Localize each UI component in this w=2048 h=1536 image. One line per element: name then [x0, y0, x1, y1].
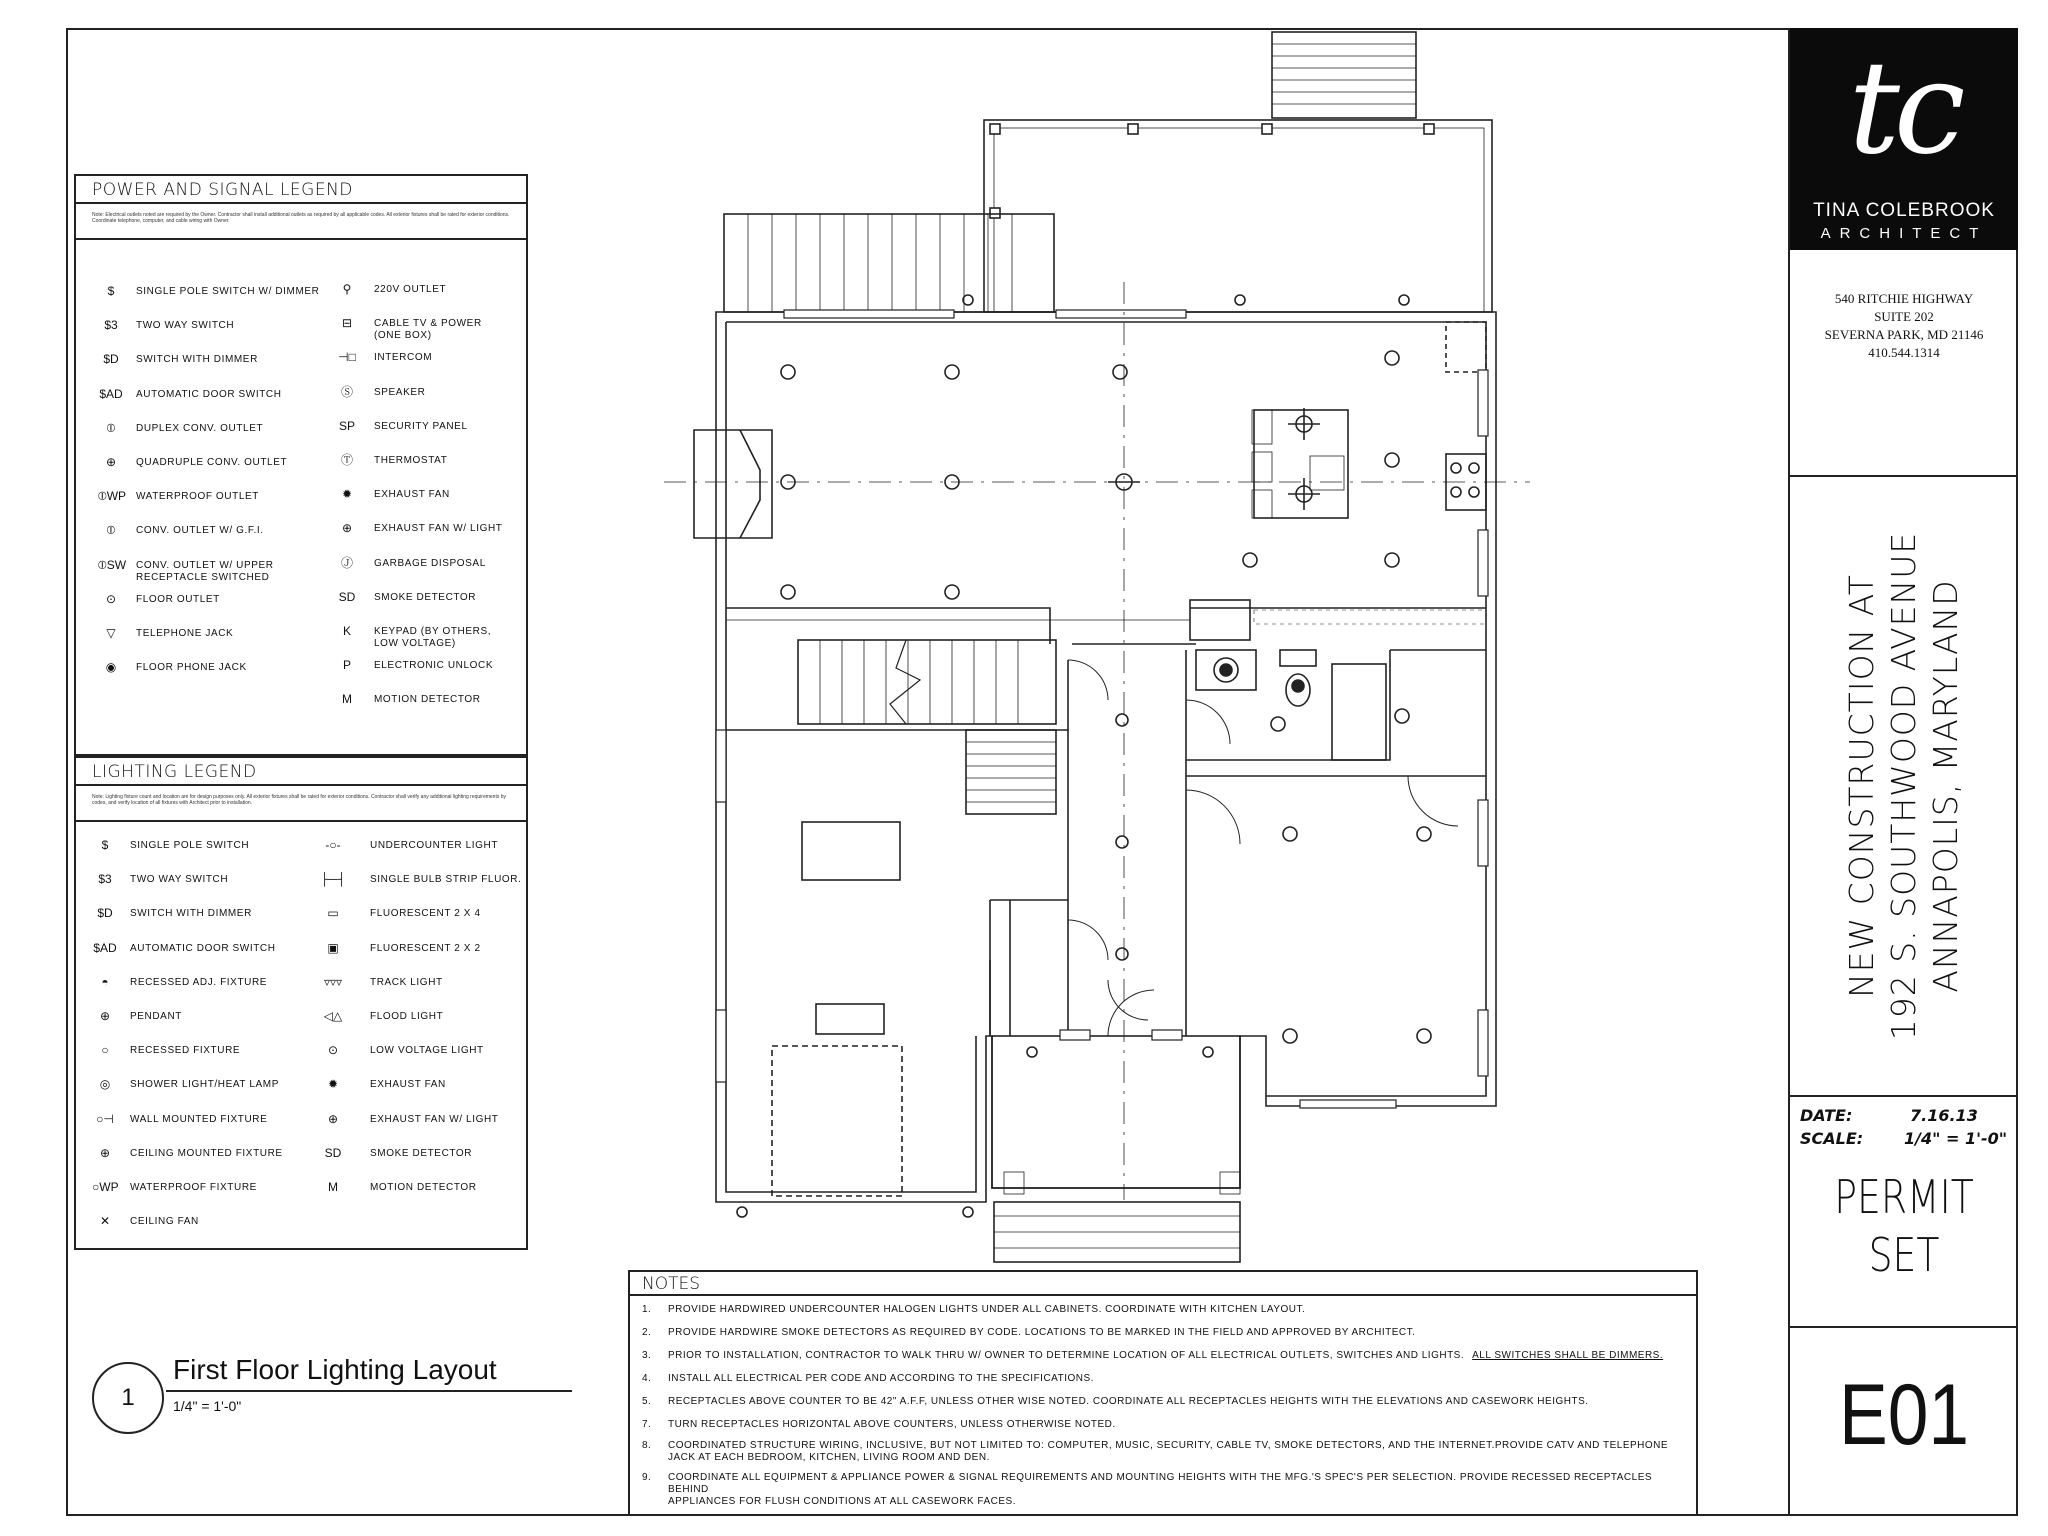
- legend-label: EXHAUST FAN W/ LIGHT: [374, 523, 503, 535]
- logo-mark: tc: [1848, 34, 1960, 183]
- legend-symbol: M: [342, 692, 352, 707]
- legend-label: TRACK LIGHT: [370, 976, 443, 988]
- garage-door: [772, 1046, 902, 1196]
- legend-label: PENDANT: [130, 1011, 182, 1022]
- sheet-number: E01: [1838, 1367, 1970, 1463]
- note-number: 5.: [642, 1396, 652, 1407]
- legend-symbol: Ⓙ: [340, 555, 353, 570]
- legend-label: SWITCH WITH DIMMER: [136, 354, 258, 366]
- legend-symbol: ▽: [106, 626, 116, 640]
- legend-label: FLUORESCENT 2 X 2: [370, 942, 481, 954]
- note-text: COORDINATED STRUCTURE WIRING, INCLUSIVE, BUT NOT LIMITED TO: COMPUTER, MUSIC, SECURITY, CABLE TV, SMOKE DETECTORS, AND THE INTERNET.PROVIDE CATV AND TELEPHONE JACK AT EACH BEDROOM, KITCHEN, LIVING ROOM AND DEN.: [668, 1440, 1669, 1463]
- note-text: PROVIDE HARDWIRE SMOKE DETECTORS AS REQUIRED BY CODE. LOCATIONS TO BE MARKED IN THE FIELD AND APPROVED BY ARCHITECT.: [668, 1327, 1416, 1338]
- legend-title: LIGHTING LEGEND: [92, 762, 257, 782]
- legend-symbol: ⊙: [327, 1043, 339, 1058]
- legend-label: GARBAGE DISPOSAL: [374, 557, 486, 569]
- legend-label: WALL MOUNTED FIXTURE: [130, 1113, 268, 1125]
- firm-name: TINA COLEBROOK: [1813, 200, 1995, 221]
- legend-label: SHOWER LIGHT/HEAT LAMP: [130, 1079, 279, 1091]
- note-item: [642, 1327, 1678, 1339]
- legend-symbol: -○-: [325, 838, 341, 852]
- address-line: 540 RITCHIE HIGHWAY: [1834, 291, 1974, 306]
- wall-mounted-fixtures: [737, 295, 1409, 1217]
- legend-label: KEYPAD (BY OTHERS, LOW VOLTAGE): [374, 626, 492, 649]
- legend-symbol: Ⓢ: [340, 384, 353, 399]
- legend-symbol: ⦶SW: [98, 557, 127, 572]
- legend-label: SMOKE DETECTOR: [370, 1147, 473, 1159]
- legend-symbol: ⊕: [327, 1111, 339, 1126]
- firm-role: ARCHITECT: [1820, 225, 1988, 242]
- chimney: [1272, 32, 1416, 118]
- legend-label: CEILING MOUNTED FIXTURE: [130, 1147, 283, 1159]
- legend-label: ELECTRONIC UNLOCK: [374, 660, 494, 672]
- legend-symbol: ✕: [99, 1214, 111, 1229]
- legend-label: MOTION DETECTOR: [370, 1182, 477, 1193]
- drawing-number: 1: [92, 1362, 164, 1434]
- legend-symbol: ⊙: [105, 591, 117, 606]
- project-line: NEW CONSTRUCTION AT: [1842, 574, 1881, 998]
- note-number: 2.: [642, 1327, 652, 1338]
- legend-symbol: $3: [104, 318, 118, 333]
- note-text: RECEPTACLES ABOVE COUNTER TO BE 42" A.F.F, UNLESS OTHER WISE NOTED. COORDINATE ALL RECEPTACLES HEIGHTS WITH THE ELEVATIONS AND CASEWORK HEIGHTS.: [668, 1396, 1589, 1407]
- project-line: 192 S. SOUTHWOOD AVENUE: [1884, 531, 1923, 1041]
- legend-symbol: ⊟: [341, 316, 353, 331]
- note-text-wrap: [668, 1472, 1678, 1508]
- legend-label: WATERPROOF FIXTURE: [130, 1182, 257, 1193]
- legend-label: RECESSED ADJ. FIXTURE: [130, 976, 268, 988]
- legend-label: UNDERCOUNTER LIGHT: [370, 840, 499, 851]
- note-text-wrap: [668, 1327, 1678, 1339]
- legend-label: MOTION DETECTOR: [374, 694, 481, 706]
- legend-note: Note: Electrical outlets noted are required by the Owner. Contractor shall install additional outlets as required by all applicable codes. All exterior fixtures shall be rated for exterior conditions. Coordinate telephone, computer, and cable wiring with Owner.: [92, 212, 510, 224]
- issue-status: [1811, 1168, 1998, 1284]
- legend-symbol: ▭: [327, 906, 339, 921]
- notes-title: NOTES: [642, 1274, 701, 1294]
- legend-label: TWO WAY SWITCH: [130, 874, 229, 886]
- note-text-wrap: [668, 1419, 1678, 1431]
- note-item: [642, 1419, 1678, 1431]
- dining-table: [802, 822, 900, 880]
- legend-label: SWITCH WITH DIMMER: [130, 908, 252, 920]
- legend-symbol: ◁△: [323, 1009, 343, 1023]
- note-text-wrap: [668, 1304, 1678, 1316]
- note-item: [642, 1373, 1678, 1385]
- note-number: 7.: [642, 1419, 652, 1430]
- tub: [1332, 664, 1386, 760]
- legend-label: SMOKE DETECTOR: [374, 591, 477, 603]
- legend-symbol: ⚲: [342, 282, 352, 296]
- legend-symbol: K: [342, 624, 351, 638]
- legend-symbol: $D: [103, 352, 119, 367]
- title-block: [1788, 28, 2018, 1516]
- legend-label: TELEPHONE JACK: [136, 628, 234, 639]
- note-number: 1.: [642, 1304, 652, 1315]
- legend-symbol: ├─┤: [320, 872, 346, 887]
- legend-label: EXHAUST FAN: [370, 1079, 446, 1091]
- legend-symbol: $AD: [99, 386, 123, 401]
- legend-symbol: ○: [101, 1043, 109, 1058]
- pendant-fixtures: [1108, 408, 1320, 510]
- legend-symbol: SD: [338, 589, 356, 604]
- legend-label: FLOOR PHONE JACK: [136, 662, 247, 674]
- legend-symbol: $AD: [93, 940, 117, 955]
- date-scale-block: [1800, 1106, 2007, 1148]
- drawing-scale: 1/4" = 1'-0": [173, 1398, 242, 1414]
- address-line: SEVERNA PARK, MD 21146: [1824, 327, 1984, 342]
- legend-symbol: $D: [97, 906, 113, 921]
- legend-symbol: ✹: [327, 1077, 339, 1092]
- date-label: DATE:: [1800, 1106, 1853, 1125]
- legend-label: CEILING FAN: [130, 1216, 199, 1228]
- legend-label: SECURITY PANEL: [374, 420, 468, 432]
- legend-symbol: ○WP: [92, 1180, 119, 1194]
- date-value: 7.16.13: [1910, 1106, 1978, 1125]
- note-number: 8.: [642, 1440, 652, 1451]
- legend-symbol: $3: [98, 872, 112, 887]
- legend-label: 220V OUTLET: [374, 284, 447, 295]
- legend-label: AUTOMATIC DOOR SWITCH: [136, 388, 282, 400]
- legend-label: WATERPROOF OUTLET: [136, 491, 259, 503]
- legend-symbol: ⦶: [106, 523, 116, 538]
- legend-title: POWER AND SIGNAL LEGEND: [92, 180, 353, 200]
- note-number: 9.: [642, 1472, 652, 1483]
- lighting-legend: [74, 756, 528, 1250]
- rear-porch: [984, 120, 1492, 312]
- status-line: PERMIT: [1834, 1170, 1974, 1224]
- legend-symbol: ⊕: [341, 521, 353, 536]
- legend-label: DUPLEX CONV. OUTLET: [136, 422, 264, 434]
- note-emphasis: ALL SWITCHES SHALL BE DIMMERS.: [1472, 1350, 1664, 1361]
- address-line: 410.544.1314: [1868, 345, 1940, 360]
- legend-label: INTERCOM: [374, 352, 433, 364]
- note-item: [642, 1396, 1678, 1408]
- legend-symbol: ○⊣: [96, 1111, 114, 1126]
- note-number: 3.: [642, 1350, 652, 1361]
- note-text-wrap: [668, 1350, 1678, 1362]
- scale-label: SCALE:: [1800, 1129, 1864, 1148]
- legend-symbol: $: [107, 284, 115, 298]
- legend-label: RECESSED FIXTURE: [130, 1045, 241, 1057]
- legend-label: QUADRUPLE CONV. OUTLET: [136, 457, 288, 468]
- legend-symbol: ⊕: [99, 1145, 111, 1160]
- drawing-title: First Floor Lighting Layout: [173, 1354, 497, 1385]
- porch-posts: [990, 124, 1434, 218]
- legend-symbol: ⊣□: [338, 350, 356, 365]
- legend-label: AUTOMATIC DOOR SWITCH: [130, 942, 276, 954]
- note-text: PRIOR TO INSTALLATION, CONTRACTOR TO WALK THRU W/ OWNER TO DETERMINE LOCATION OF ALL ELECTRICAL OUTLETS, SWITCHES AND LIGHTS.: [668, 1350, 1465, 1361]
- house-outline: [716, 312, 1496, 1202]
- note-text-wrap: [668, 1440, 1678, 1464]
- legend-symbol: Ⓣ: [340, 453, 353, 467]
- note-item: [642, 1440, 1678, 1464]
- project-name: [1790, 477, 2018, 1095]
- legend-symbol: ◉: [105, 660, 117, 675]
- legend-symbol: $: [101, 838, 109, 852]
- legend-label: TWO WAY SWITCH: [136, 320, 235, 332]
- scale-value: 1/4" = 1'-0": [1904, 1129, 2008, 1148]
- legend-label: CONV. OUTLET W/ G.F.I.: [136, 525, 264, 537]
- notes-panel: [628, 1270, 1698, 1516]
- legend-symbol: ◓: [101, 974, 109, 989]
- legend-symbol: P: [342, 658, 351, 673]
- firm-address: [1790, 290, 2018, 362]
- legend-label: CABLE TV & POWER (ONE BOX): [374, 318, 482, 342]
- legend-symbol: ⊕: [105, 455, 117, 469]
- chimney-steps: [1272, 44, 1416, 104]
- note-text: COORDINATE ALL EQUIPMENT & APPLIANCE POWER & SIGNAL REQUIREMENTS AND MOUNTING HEIGHTS WITH THE MFG.'S SPEC'S PER SELECTION. PROVIDE RECESSED RECEPTACLES BEHIND APPLIANCES FOR FLUSH CONDITIONS AT ALL CASEWORK FACES.: [668, 1472, 1653, 1507]
- note-text-wrap: [668, 1396, 1678, 1408]
- legend-symbol: ⊕: [99, 1009, 111, 1023]
- legend-symbol: ✹: [341, 487, 353, 502]
- centerlines: [664, 282, 1530, 1200]
- legend-label: EXHAUST FAN W/ LIGHT: [370, 1113, 499, 1125]
- legend-label: CONV. OUTLET W/ UPPER RECEPTACLE SWITCHED: [136, 559, 274, 583]
- legend-label: SINGLE POLE SWITCH W/ DIMMER: [136, 286, 320, 297]
- note-text-wrap: [668, 1373, 1678, 1385]
- note-item: [642, 1472, 1678, 1508]
- legend-symbol: ▣: [327, 940, 339, 955]
- legend-label: FLOOD LIGHT: [370, 1011, 444, 1022]
- note-item: [642, 1350, 1678, 1362]
- firm-logo: [1790, 28, 2018, 250]
- legend-symbol: SD: [324, 1145, 342, 1160]
- legend-symbol: ▿▿▿: [323, 974, 343, 989]
- note-text: INSTALL ALL ELECTRICAL PER CODE AND ACCORDING TO THE SPECIFICATIONS.: [668, 1373, 1094, 1384]
- legend-label: SINGLE BULB STRIP FLUOR.: [370, 874, 522, 886]
- legend-note: Note: Lighting fixture count and location are for design purposes only. All exterior fixtures shall be rated for exterior conditions. Contractor shall verify any additional lighting requirements by codes, and verify location of all fixtures with Architect prior to installation.: [92, 794, 507, 806]
- legend-symbol: M: [328, 1180, 338, 1194]
- legend-label: LOW VOLTAGE LIGHT: [370, 1045, 484, 1057]
- legend-label: FLUORESCENT 2 X 4: [370, 908, 481, 920]
- power-signal-legend: [74, 174, 528, 756]
- legend-label: EXHAUST FAN: [374, 489, 450, 501]
- legend-symbol: ◎: [99, 1077, 111, 1092]
- legend-label: SINGLE POLE SWITCH: [130, 840, 250, 851]
- stair: [798, 640, 1056, 724]
- note-number: 4.: [642, 1373, 652, 1384]
- legend-symbol: SP: [338, 418, 355, 433]
- note-item: [642, 1304, 1678, 1316]
- project-line: ANNAPOLIS, MARYLAND: [1926, 579, 1965, 993]
- rear-deck: [724, 214, 1054, 312]
- legend-symbol: ⦶: [106, 420, 116, 435]
- status-line: SET: [1868, 1228, 1940, 1282]
- front-porch: [992, 1036, 1240, 1188]
- legend-label: THERMOSTAT: [374, 455, 448, 466]
- legend-symbol: ⦶WP: [98, 489, 127, 504]
- note-text: PROVIDE HARDWIRED UNDERCOUNTER HALOGEN LIGHTS UNDER ALL CABINETS. COORDINATE WITH KITCHEN LAYOUT.: [668, 1304, 1306, 1315]
- note-text: TURN RECEPTACLES HORIZONTAL ABOVE COUNTERS, UNLESS OTHERWISE NOTED.: [668, 1419, 1116, 1430]
- legend-label: SPEAKER: [374, 386, 426, 398]
- recessed-fixtures: [781, 351, 1431, 1043]
- legend-label: FLOOR OUTLET: [136, 593, 220, 605]
- address-line: SUITE 202: [1874, 309, 1934, 324]
- drawing-title-rule: [166, 1390, 572, 1392]
